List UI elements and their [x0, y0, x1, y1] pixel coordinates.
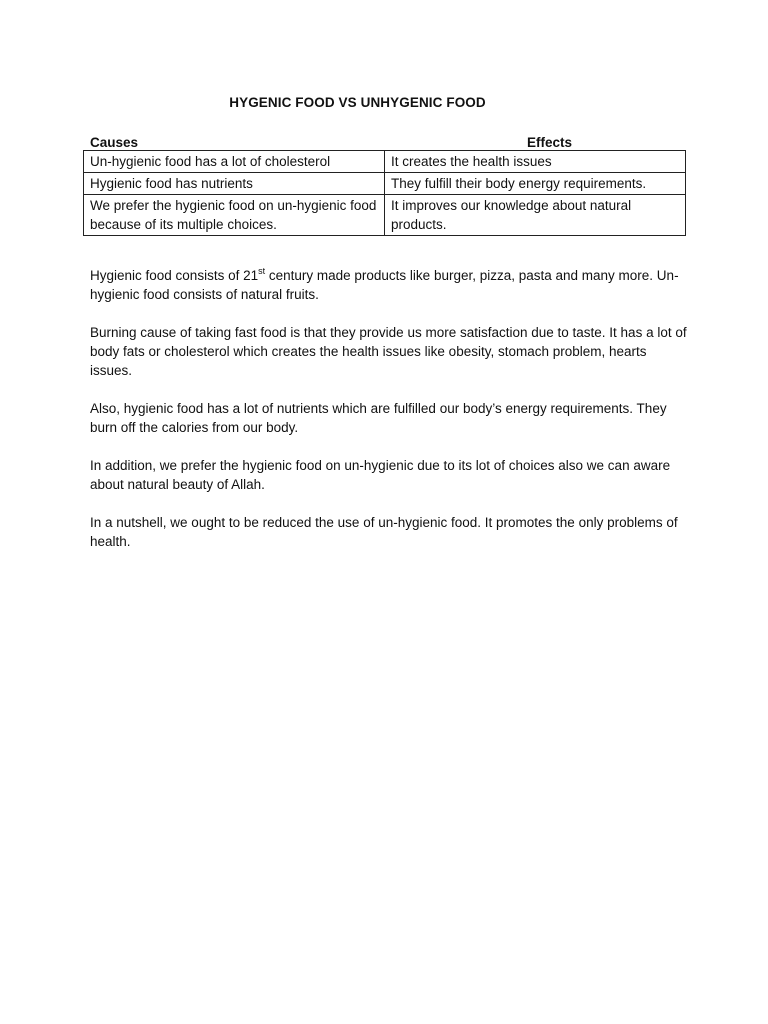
effect-cell: They fulfill their body energy requirements. [385, 173, 686, 195]
cause-cell: Hygienic food has nutrients [84, 173, 385, 195]
effect-cell: It improves our knowledge about natural products. [385, 195, 686, 236]
cause-cell: Un-hygienic food has a lot of cholesterol [84, 151, 385, 173]
paragraph-intro [90, 266, 690, 304]
paragraph-intro-rest: century made products like burger, pizza, pasta and many more. Un-hygienic food consists of natural fruits. [90, 268, 679, 302]
effect-cell: It creates the health issues [385, 151, 686, 173]
paragraph-burning-cause: Burning cause of taking fast food is that they provide us more satisfaction due to taste. It has a lot of body fats or cholesterol which creates the health issues like obesity, stomach problem, hearts issues. [90, 325, 687, 378]
table-header-row [83, 131, 686, 150]
paragraph-conclusion: In a nutshell, we ought to be reduced the use of un-hygienic food. It promotes the only problems of health. [90, 515, 678, 549]
table-row [84, 195, 686, 236]
paragraph-addition: In addition, we prefer the hygienic food on un-hygienic due to its lot of choices also we can aware about natural beauty of Allah. [90, 458, 671, 492]
document-title: HYGENIC FOOD VS UNHYGENIC FOOD [229, 95, 486, 110]
table-row [84, 173, 686, 195]
header-causes: Causes [90, 135, 139, 150]
cause-cell: We prefer the hygienic food on un-hygienic food because of its multiple choices. [84, 195, 385, 236]
causes-effects-table [83, 131, 686, 236]
paragraph-nutrients: Also, hygienic food has a lot of nutrients which are fulfilled our body’s energy requirements. They burn off the calories from our body. [90, 401, 667, 435]
paragraph-intro-start: Hygienic food consists of 21 [90, 268, 259, 283]
table-body [83, 150, 686, 236]
header-effects: Effects [526, 135, 572, 150]
table-row [84, 151, 686, 173]
ordinal-superscript: st [258, 265, 266, 276]
